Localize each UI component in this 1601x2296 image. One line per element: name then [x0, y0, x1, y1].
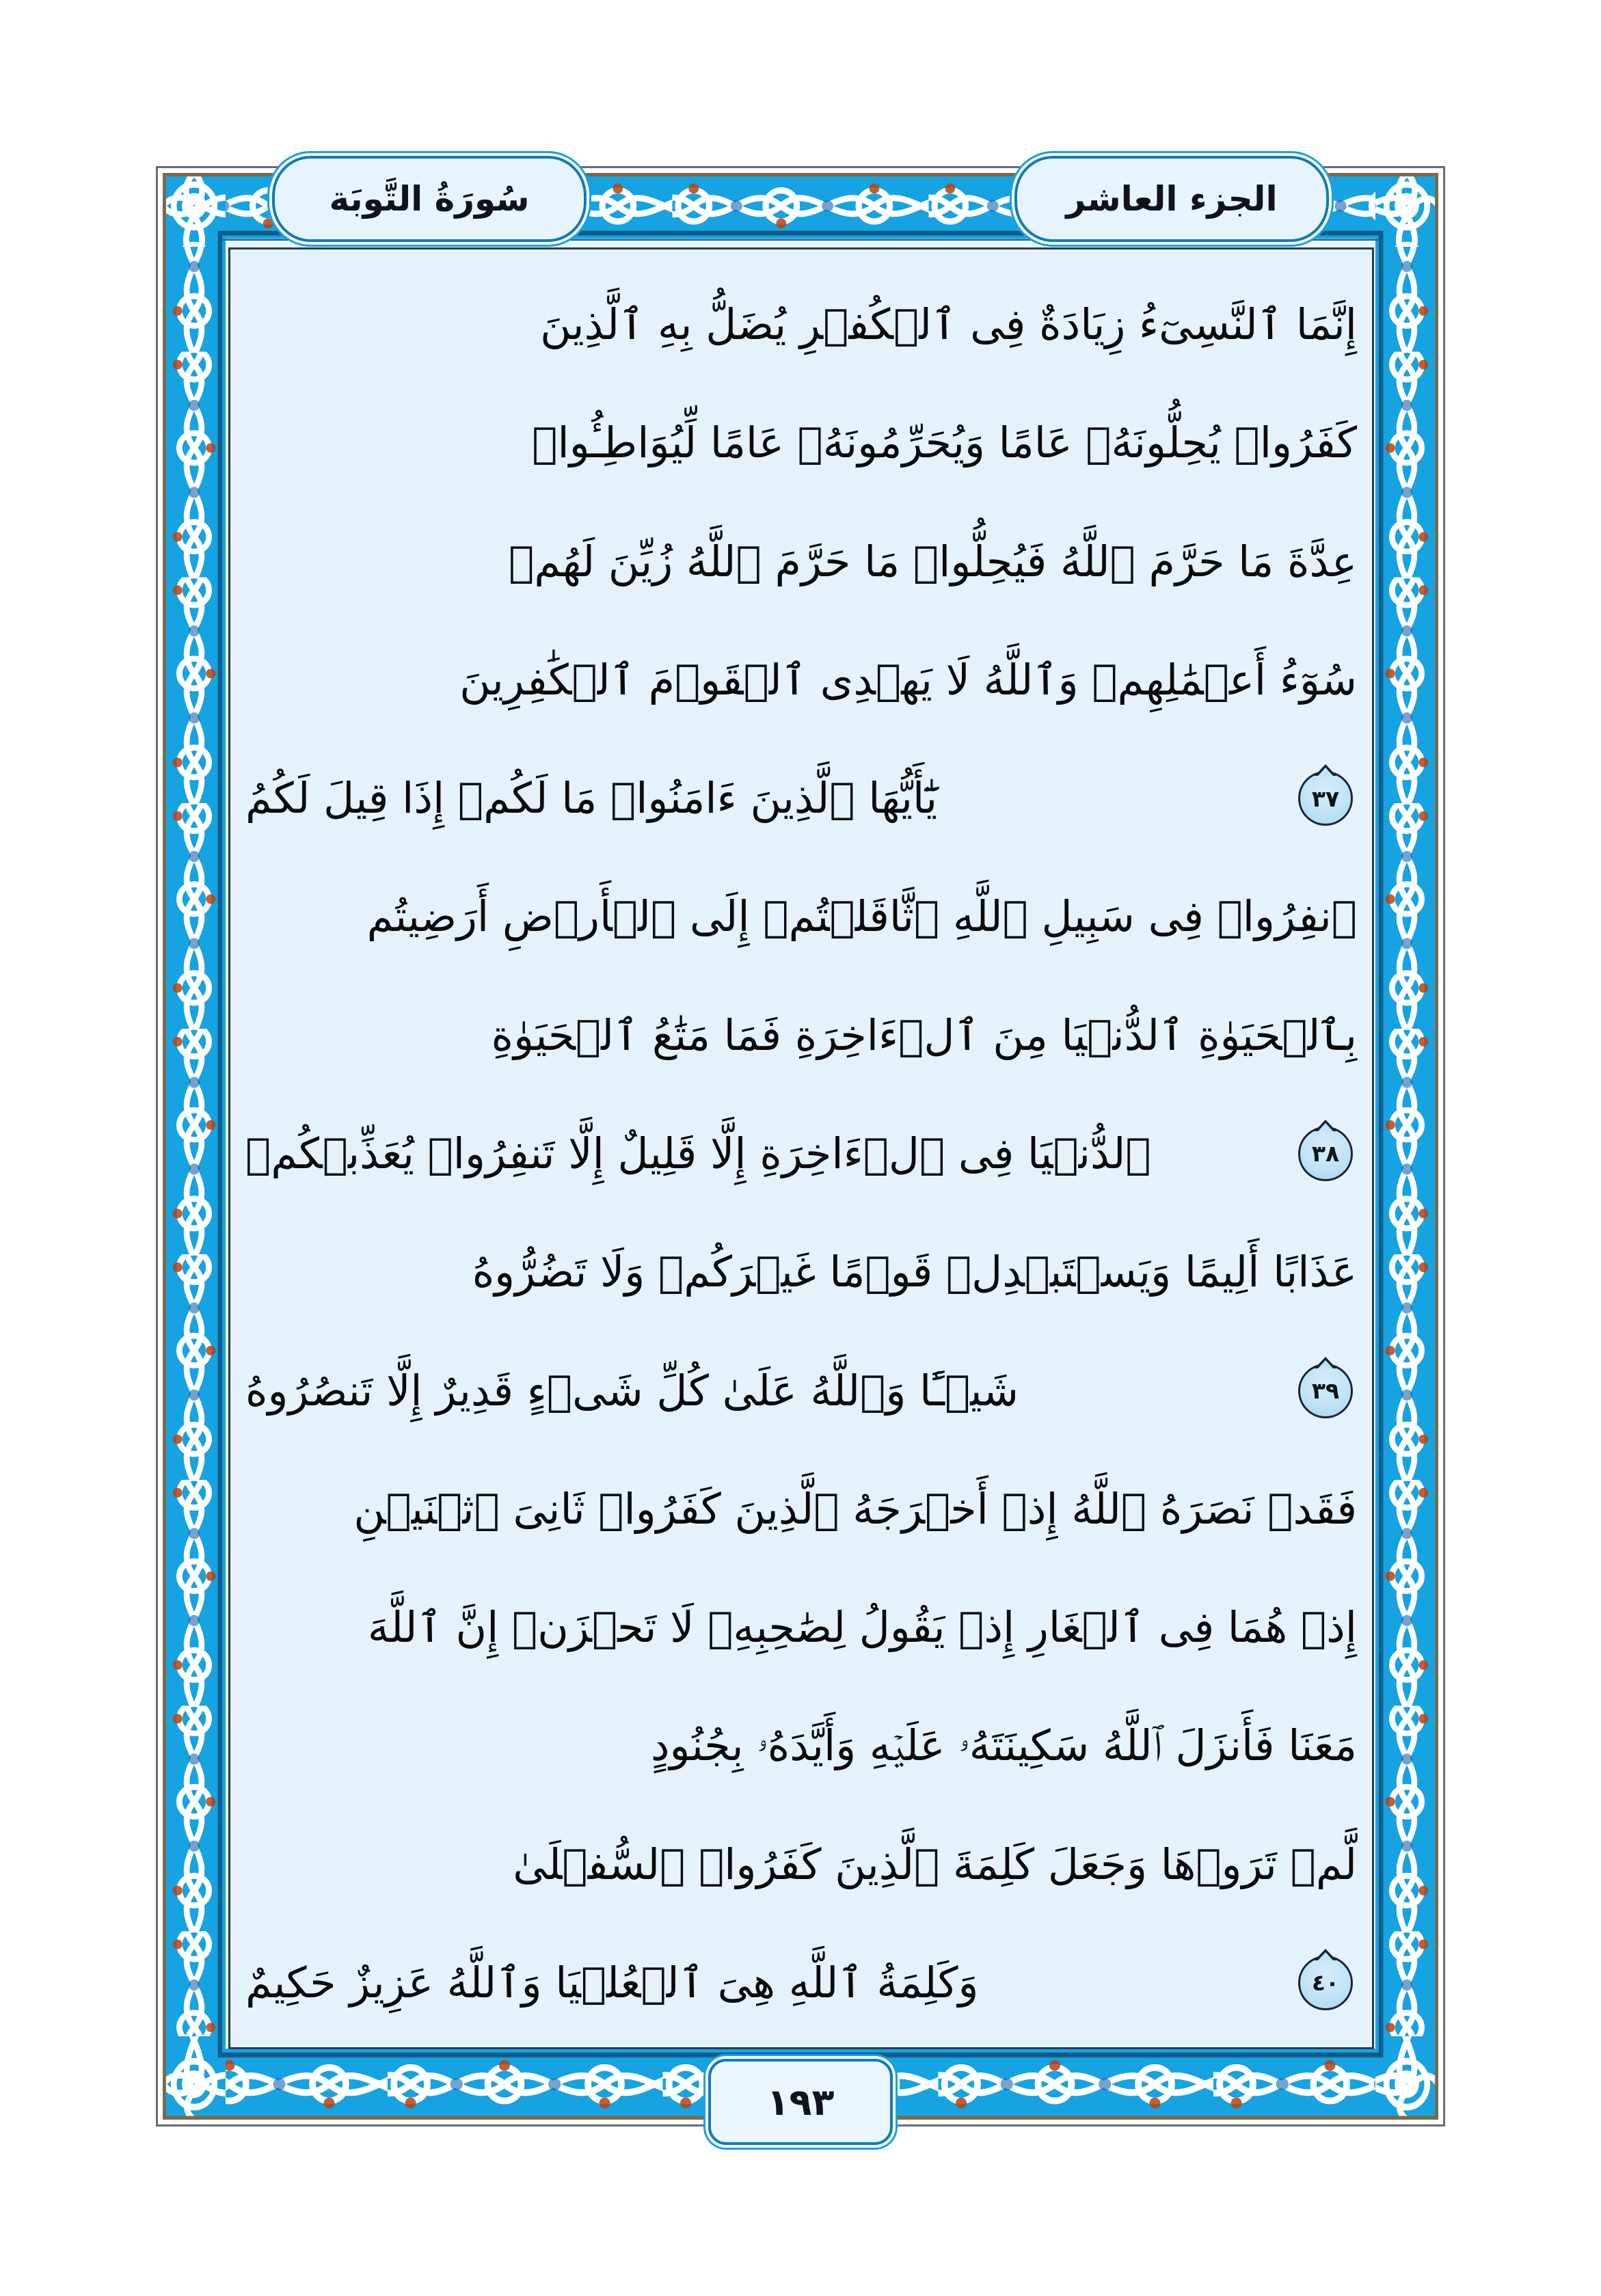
ayah-line-text: إِذۡ هُمَا فِى ٱلۡغَارِ إِذۡ يَقُولُ لِصَٰحِبِهِۦ لَا تَحۡزَنۡ إِنَّ ٱللَّهَ	[367, 1602, 1357, 1653]
surah-name-cartouche	[272, 156, 587, 242]
ayah-line-text: عِدَّةَ مَا حَرَّمَ ٱللَّهُ فَيُحِلُّوا۟ مَا حَرَّمَ ٱللَّهُ زُيِّنَ لَهُمۡ	[509, 536, 1357, 586]
ayah-line-text: إِنَّمَا ٱلنَّسِىٓءُ زِيَادَةٌ فِى ٱلۡكُفۡرِ يُضَلُّ بِهِ ٱلَّذِينَ	[540, 299, 1357, 349]
ayah-line-text: بِٱلۡحَيَوٰةِ ٱلدُّنۡيَا مِنَ ٱلۡءَاخِرَةِ فَمَا مَتَٰعُ ٱلۡحَيَوٰةِ	[491, 1010, 1357, 1060]
ayah-line-text: مَعَنَا فَأَنزَلَ ٱللَّهُ سَكِينَتَهُۥ عَلَيۡهِ وَأَيَّدَهُۥ بِجُنُودٍ	[650, 1720, 1357, 1771]
ayah-line-text: سُوٓءُ أَعۡمَٰلِهِمۡ وَٱللَّهُ لَا يَهۡدِى ٱلۡقَوۡمَ ٱلۡكَٰفِرِينَ	[459, 654, 1357, 705]
ayah-line-text: لَّمۡ تَرَوۡهَا وَجَعَلَ كَلِمَةَ ٱلَّذِينَ كَفَرُوا۟ ٱلسُّفۡلَىٰ	[513, 1839, 1357, 1889]
ayah-line	[245, 978, 1357, 1093]
ayah-line	[245, 1570, 1357, 1685]
ayah-number-marker: ٤٠	[1298, 1956, 1353, 2010]
ayah-line-text: ٱنفِرُوا۟ فِى سَبِيلِ ٱللَّهِ ٱثَّاقَلۡتُمۡ إِلَى ٱلۡأَرۡضِ أَرَضِيتُم	[366, 891, 1357, 942]
ayah-line	[245, 504, 1357, 619]
ayah-line-text: شَيۡـًٔا وَٱللَّهُ عَلَىٰ كُلِّ شَىۡءٍ قَدِيرٌ إِلَّا تَنصُرُوهُ	[245, 1365, 1019, 1416]
ayah-line-text: عَذَابًا أَلِيمًا وَيَسۡتَبۡدِلۡ قَوۡمًا غَيۡرَكُمۡ وَلَا تَضُرُّوهُ	[472, 1247, 1357, 1297]
ayah-number-marker: ٣٨	[1298, 1126, 1353, 1181]
ayah-line	[245, 741, 1357, 856]
ayah-line	[245, 623, 1357, 738]
ayah-line-text: وَكَلِمَةُ ٱللَّهِ هِىَ ٱلۡعُلۡيَا وَٱللَّهُ عَزِيزٌ حَكِيمٌ	[245, 1957, 979, 2008]
page-number-text: ١٩٣	[766, 2080, 835, 2124]
ayah-line	[245, 1688, 1357, 1803]
ayah-line-text: فَقَدۡ نَصَرَهُ ٱللَّهُ إِذۡ أَخۡرَجَهُ ٱلَّذِينَ كَفَرُوا۟ ثَانِىَ ٱثۡنَيۡنِ	[353, 1483, 1357, 1534]
juz-label-text: الجزء العاشر	[1066, 179, 1278, 219]
ayah-line	[245, 1452, 1357, 1567]
ayah-line-text: يَٰٓأَيُّهَا ٱلَّذِينَ ءَامَنُوا۟ مَا لَكُمۡ إِذَا قِيلَ لَكُمُ	[245, 773, 938, 824]
surah-label-text: سُورَةُ التَّوبَة	[329, 179, 530, 219]
ayah-number-marker: ٣٧	[1298, 771, 1353, 826]
ayah-line-text: ٱلدُّنۡيَا فِى ٱلۡءَاخِرَةِ إِلَّا قَلِيلٌ إِلَّا تَنفِرُوا۟ يُعَذِّبۡكُمۡ	[245, 1128, 1151, 1178]
ayah-line	[245, 1807, 1357, 1922]
quran-text-panel	[228, 247, 1374, 2049]
ayah-line	[245, 859, 1357, 974]
juz-label-cartouche	[1014, 156, 1329, 242]
ayah-line	[245, 1334, 1357, 1448]
ayah-line	[245, 1096, 1357, 1211]
ayah-number-marker: ٣٩	[1298, 1364, 1353, 1418]
ayah-line	[245, 267, 1357, 382]
ayah-line-text: كَفَرُوا۟ يُحِلُّونَهُۥ عَامًا وَيُحَرِّمُونَهُۥ عَامًا لِّيُوَاطِـُٔوا۟	[532, 418, 1357, 468]
page-number-cartouche	[708, 2059, 893, 2145]
ayah-line	[245, 1215, 1357, 1329]
ayah-line	[245, 1926, 1357, 2040]
ayah-line	[245, 386, 1357, 500]
